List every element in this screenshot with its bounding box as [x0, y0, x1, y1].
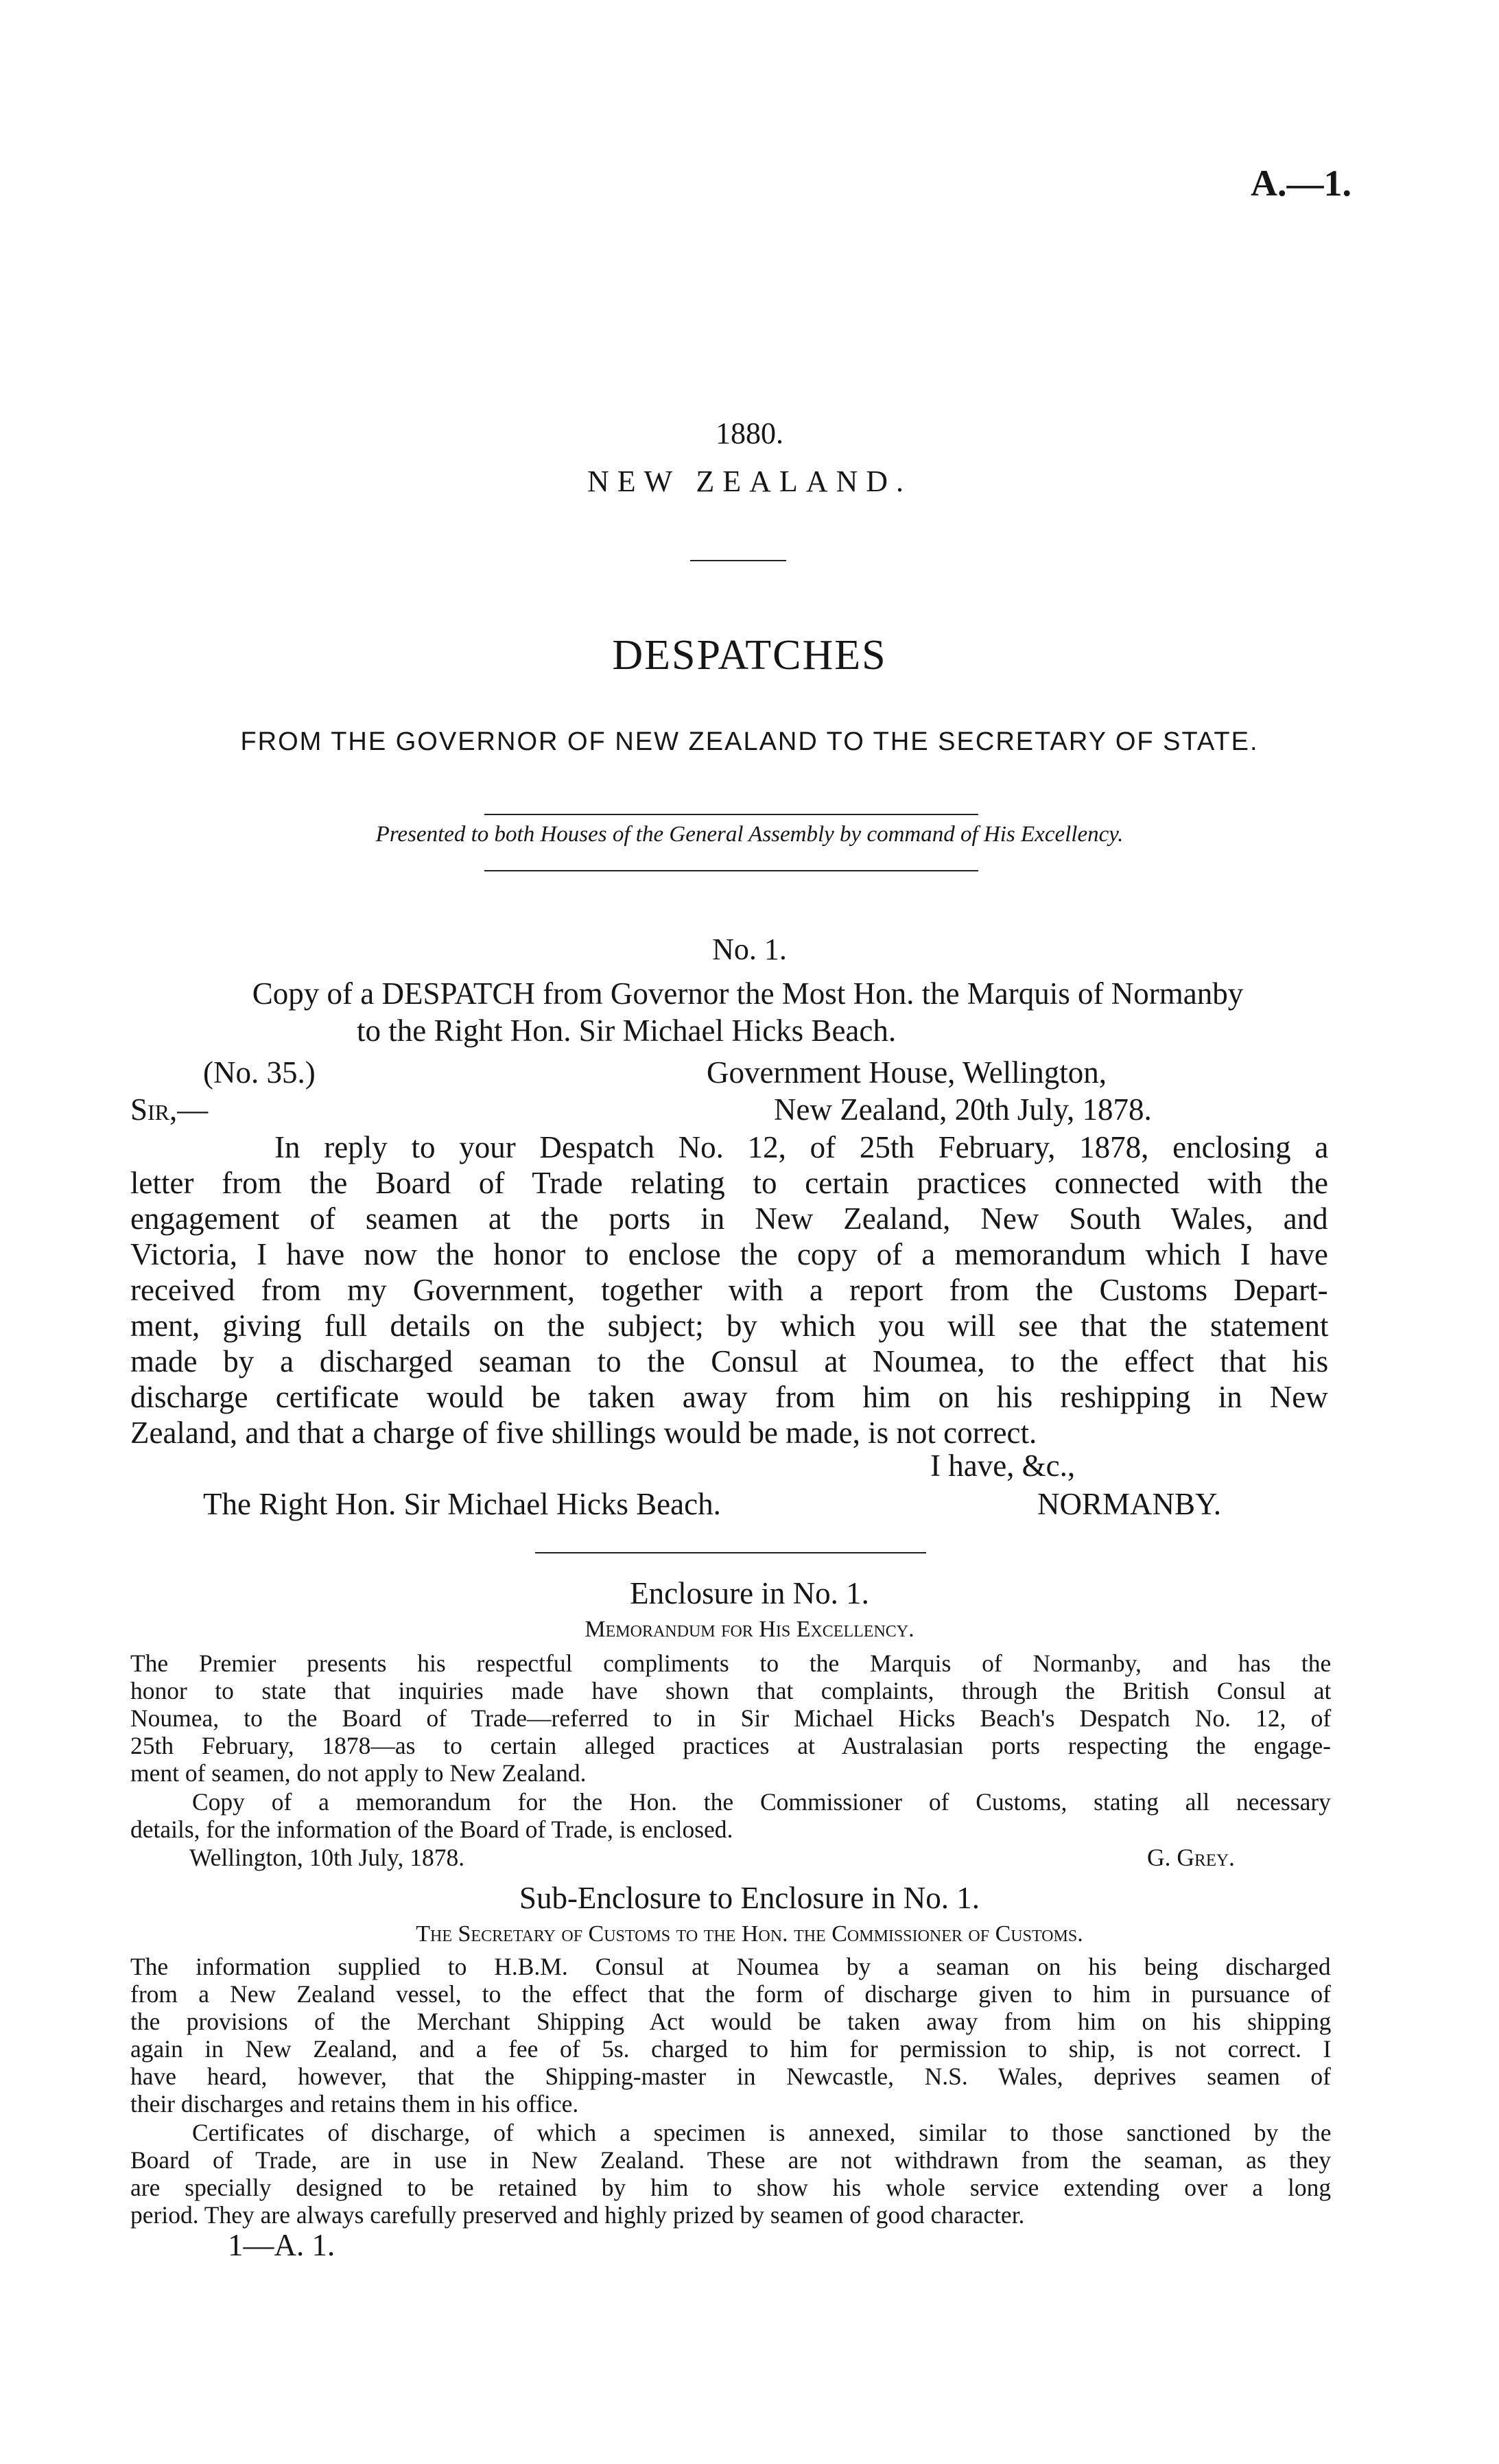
- signature-mark: 1—A. 1.: [228, 2228, 335, 2262]
- body-line: letter from the Board of Trade relating to certain practices connected with the: [130, 1166, 1328, 1200]
- year: 1880.: [716, 416, 783, 450]
- enclosure-subheading: Memorandum for His Excellency.: [585, 1617, 914, 1642]
- salutation: Sir,—: [130, 1092, 209, 1127]
- despatch-date: New Zealand, 20th July, 1878.: [774, 1092, 1152, 1127]
- enclosure-dateline: Wellington, 10th July, 1878.: [189, 1844, 465, 1871]
- despatch-heading-text: Copy of a DESPATCH from Governor the Most Hon. the Marquis of Normanby: [252, 976, 1244, 1011]
- presented-rule-top: [484, 814, 978, 815]
- sub-enclosure-paragraph-2: [130, 2119, 1331, 2229]
- sub-enclosure-line: their discharges and retains them in his office.: [130, 2090, 579, 2117]
- enclosure-signature: G. Grey.: [1147, 1844, 1235, 1871]
- enclosure-line: Noumea, to the Board of Trade—referred to in Sir Michael Hicks Beach's Despatch No. 12, of: [130, 1704, 1332, 1732]
- closing: I have, &c.,: [930, 1448, 1076, 1483]
- enclosure-line: Copy of a memorandum for the Hon. the Commissioner of Customs, stating all necessary: [192, 1788, 1331, 1816]
- sub-enclosure-line: The information supplied to H.B.M. Consul at Noumea by a seaman on his being discharged: [130, 1953, 1331, 1980]
- sub-enclosure-line: are specially designed to be retained by him to show his whole service extending over a long: [130, 2174, 1332, 2201]
- enclosure-line: ment of seamen, do not apply to New Zealand.: [130, 1759, 587, 1787]
- sub-enclosure-heading: Sub-Enclosure to Enclosure in No. 1.: [519, 1881, 980, 1915]
- sub-enclosure-line: again in New Zealand, and a fee of 5s. charged to him for permission to ship, is not correct. I: [130, 2035, 1332, 2063]
- sub-enclosure-line: the provisions of the Merchant Shipping Act would be taken away from him on his shipping: [130, 2008, 1332, 2035]
- despatch-heading-line2: to the Right Hon. Sir Michael Hicks Beach.: [357, 1013, 897, 1048]
- document-subtitle: FROM THE GOVERNOR OF NEW ZEALAND TO THE SECRETARY OF STATE.: [240, 727, 1259, 756]
- enclosure-paragraph-2: [130, 1788, 1331, 1843]
- body-line: Victoria, I have now the honor to enclose the copy of a memorandum which I have: [130, 1237, 1328, 1271]
- sub-enclosure-subheading: The Secretary of Customs to the Hon. the Commissioner of Customs.: [416, 1921, 1083, 1947]
- despatch-number: No. 1.: [712, 932, 787, 966]
- body-line: made by a discharged seaman to the Consul at Noumea, to the effect that his: [130, 1344, 1329, 1378]
- despatch-heading-line1: [130, 976, 1365, 1011]
- title-divider: [690, 560, 786, 561]
- sub-enclosure-line: Certificates of discharge, of which a specimen is annexed, similar to those sanctioned by the: [192, 2119, 1332, 2146]
- sub-enclosure-line: period. They are always carefully preserved and highly prized by seamen of good character.: [130, 2201, 1025, 2229]
- enclosure-line: 25th February, 1878—as to certain alleged practices at Australasian ports respecting the engage-: [130, 1732, 1331, 1759]
- enclosure-line: details, for the information of the Board of Trade, is enclosed.: [130, 1816, 733, 1843]
- enclosure-heading: Enclosure in No. 1.: [630, 1576, 869, 1610]
- body-line: engagement of seamen at the ports in New Zealand, New South Wales, and: [130, 1201, 1328, 1236]
- sub-enclosure-paragraph-1: [130, 1953, 1331, 2117]
- section-divider: [535, 1552, 926, 1553]
- page-reference: A.—1.: [1251, 163, 1352, 204]
- enclosure-line: honor to state that inquiries made have shown that complaints, through the British Consul at: [130, 1677, 1332, 1704]
- addressee: The Right Hon. Sir Michael Hicks Beach.: [203, 1487, 721, 1521]
- country: NEW ZEALAND.: [587, 465, 912, 498]
- body-line: discharge certificate would be taken away from him on his reshipping in New: [130, 1380, 1328, 1414]
- body-line: ment, giving full details on the subject; by which you will see that the statement: [130, 1309, 1329, 1343]
- document-title: DESPATCHES: [612, 632, 887, 679]
- presented-rule-bottom: [484, 870, 978, 871]
- body-line: received from my Government, together with a report from the Customs Depart-: [130, 1273, 1328, 1307]
- body-line: Zealand, and that a charge of five shillings would be made, is not correct.: [130, 1416, 1037, 1450]
- sub-enclosure-line: Board of Trade, are in use in New Zealand. These are not withdrawn from the seaman, as they: [130, 2146, 1332, 2174]
- despatch-place: Government House, Wellington,: [707, 1055, 1107, 1090]
- despatch-ref: (No. 35.): [203, 1055, 316, 1090]
- presented-line: Presented to both Houses of the General Assembly by command of His Excellency.: [375, 822, 1124, 847]
- body-line: In reply to your Despatch No. 12, of 25th February, 1878, enclosing a: [274, 1130, 1329, 1164]
- enclosure-line: The Premier presents his respectful compliments to the Marquis of Normanby, and has the: [130, 1650, 1332, 1677]
- enclosure-paragraph-1: [130, 1650, 1331, 1787]
- sub-enclosure-line: from a New Zealand vessel, to the effect that the form of discharge given to him in pursuance of: [130, 1980, 1331, 2008]
- sub-enclosure-line: have heard, however, that the Shipping-master in Newcastle, N.S. Wales, deprives seamen of: [130, 2063, 1332, 2090]
- despatch-body: [130, 1129, 1328, 1451]
- despatch-signature: NORMANBY.: [1037, 1487, 1221, 1521]
